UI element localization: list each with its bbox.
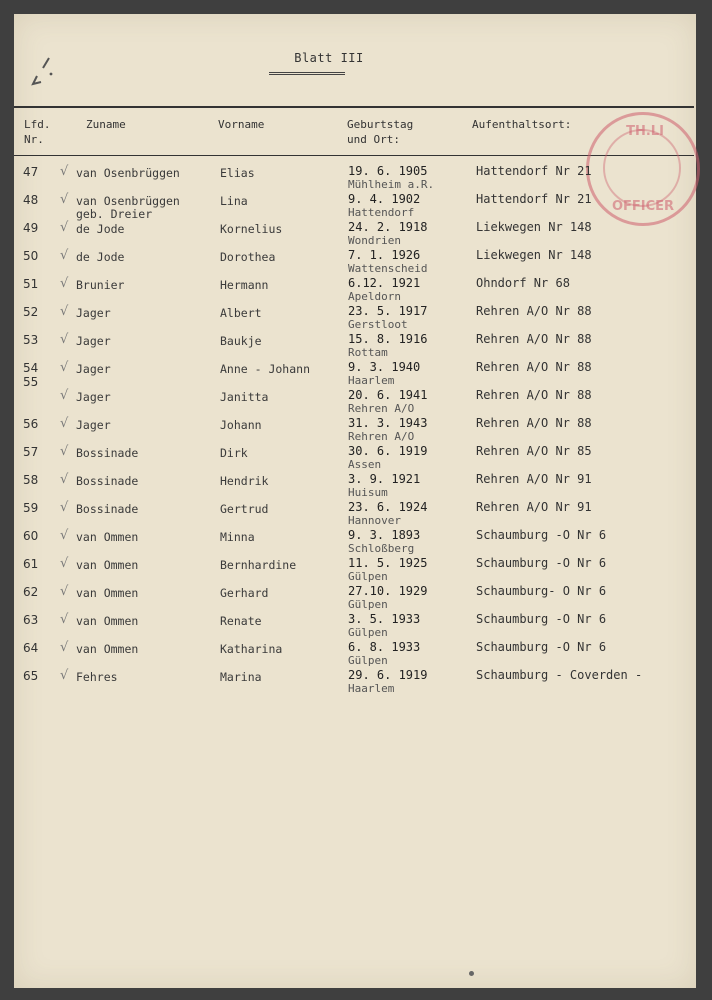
row-geburtsort: Hattendorf bbox=[348, 206, 415, 219]
row-aufenthaltsort: Ohndorf Nr 68 bbox=[476, 276, 570, 290]
row-geburtsdatum: 9. 3. 1940 bbox=[348, 360, 421, 374]
table-row bbox=[14, 416, 696, 444]
row-geburtsdatum: 20. 6. 1941 bbox=[348, 388, 428, 402]
row-aufenthaltsort: Schaumburg -O Nr 6 bbox=[476, 528, 607, 542]
row-vorname: Gertrud bbox=[220, 502, 269, 516]
check-mark-icon: √ bbox=[60, 472, 69, 487]
table-row bbox=[14, 528, 696, 556]
row-number: 54 bbox=[23, 361, 39, 375]
check-mark-icon: √ bbox=[60, 416, 69, 431]
row-aufenthaltsort: Hattendorf Nr 21 bbox=[476, 164, 592, 178]
row-number: 65 bbox=[23, 669, 39, 683]
row-geburtsort: Huisum bbox=[348, 486, 388, 499]
row-number: 59 bbox=[23, 501, 39, 515]
check-mark-icon: √ bbox=[60, 500, 69, 515]
row-number: 64 bbox=[23, 641, 39, 655]
table-row bbox=[14, 584, 696, 612]
row-number: 56 bbox=[23, 417, 39, 431]
row-zuname: Bossinade bbox=[76, 502, 139, 516]
row-geburtsdatum: 15. 8. 1916 bbox=[348, 332, 428, 346]
row-aufenthaltsort: Rehren A/O Nr 88 bbox=[476, 388, 592, 402]
row-aufenthaltsort: Liekwegen Nr 148 bbox=[476, 220, 592, 234]
check-mark-icon: √ bbox=[60, 332, 69, 347]
row-geburtsort: Assen bbox=[348, 458, 382, 471]
header-zuname: Zuname bbox=[86, 118, 126, 131]
check-mark-icon: √ bbox=[60, 556, 69, 571]
row-aufenthaltsort: Schaumburg -O Nr 6 bbox=[476, 556, 607, 570]
check-mark-icon: √ bbox=[60, 388, 69, 403]
header-vorname: Vorname bbox=[218, 118, 265, 131]
stamp-text-bottom: OFFICER bbox=[611, 199, 675, 214]
check-mark-icon: √ bbox=[60, 248, 69, 263]
row-geburtsdatum: 6. 8. 1933 bbox=[348, 640, 421, 654]
table-row bbox=[14, 332, 696, 360]
row-aufenthaltsort: Rehren A/O Nr 91 bbox=[476, 500, 592, 514]
check-mark-icon: √ bbox=[60, 192, 69, 207]
row-vorname: Dirk bbox=[220, 446, 248, 460]
table-row bbox=[14, 248, 696, 276]
row-number: 48 bbox=[23, 193, 39, 207]
document-sheet bbox=[14, 14, 696, 988]
row-aufenthaltsort: Rehren A/O Nr 88 bbox=[476, 332, 592, 346]
table-row bbox=[14, 444, 696, 472]
row-number: 47 bbox=[23, 165, 39, 179]
row-geburtsort: Haarlem bbox=[348, 374, 395, 387]
row-vorname: Janitta bbox=[220, 390, 269, 404]
row-zuname: Jager bbox=[76, 362, 111, 376]
table-row bbox=[14, 220, 696, 248]
check-mark-icon: √ bbox=[60, 444, 69, 459]
check-mark-icon: √ bbox=[60, 612, 69, 627]
row-vorname: Katharina bbox=[220, 642, 283, 656]
row-aufenthaltsort: Schaumburg -O Nr 6 bbox=[476, 612, 607, 626]
check-mark-icon: √ bbox=[60, 640, 69, 655]
row-geburtsort: Haarlem bbox=[348, 682, 395, 695]
row-zuname: van Ommen bbox=[76, 642, 139, 656]
row-zuname: Jager bbox=[76, 306, 111, 320]
row-geburtsdatum: 23. 6. 1924 bbox=[348, 500, 428, 514]
row-geburtsdatum: 3. 9. 1921 bbox=[348, 472, 421, 486]
row-vorname: Anne - Johann bbox=[220, 362, 311, 376]
row-geburtsort: Apeldorn bbox=[348, 290, 401, 303]
row-vorname: Lina bbox=[220, 194, 248, 208]
row-vorname: Hermann bbox=[220, 278, 269, 292]
row-zuname: van Osenbrüggen bbox=[76, 166, 180, 180]
table-row bbox=[14, 276, 696, 304]
row-zuname: Bossinade bbox=[76, 446, 139, 460]
check-mark-icon: √ bbox=[60, 360, 69, 375]
check-mark-icon: √ bbox=[60, 220, 69, 235]
check-mark-icon: √ bbox=[60, 304, 69, 319]
row-number: 50 bbox=[23, 249, 39, 263]
row-aufenthaltsort: Rehren A/O Nr 91 bbox=[476, 472, 592, 486]
row-vorname: Hendrik bbox=[220, 474, 269, 488]
row-vorname: Renate bbox=[220, 614, 262, 628]
row-geburtsdatum: 31. 3. 1943 bbox=[348, 416, 428, 430]
row-geburtsort: Gülpen bbox=[348, 626, 388, 639]
row-zuname: Jager bbox=[76, 418, 111, 432]
table-row bbox=[14, 556, 696, 584]
paper-dot bbox=[469, 971, 474, 976]
check-mark-icon: √ bbox=[60, 164, 69, 179]
row-zuname-line2: geb. Dreier bbox=[76, 207, 153, 221]
header-aufenthaltsort: Aufenthaltsort: bbox=[472, 118, 572, 131]
row-zuname: Brunier bbox=[76, 278, 125, 292]
row-geburtsort: Gülpen bbox=[348, 654, 388, 667]
row-number-second: 55 bbox=[23, 375, 39, 389]
row-number: 61 bbox=[23, 557, 39, 571]
row-geburtsort: Gülpen bbox=[348, 570, 388, 583]
row-zuname: van Ommen bbox=[76, 558, 139, 572]
pencil-mark-icon bbox=[29, 54, 59, 94]
check-mark-icon: √ bbox=[60, 668, 69, 683]
row-zuname: van Ommen bbox=[76, 586, 139, 600]
row-vorname: Elias bbox=[220, 166, 255, 180]
table-row bbox=[14, 612, 696, 640]
row-number: 57 bbox=[23, 445, 39, 459]
table-row bbox=[14, 360, 696, 388]
row-number: 63 bbox=[23, 613, 39, 627]
header-geburtstag: Geburtstag und Ort: bbox=[347, 118, 414, 146]
table-row bbox=[14, 164, 696, 192]
row-vorname: Marina bbox=[220, 670, 262, 684]
row-vorname: Minna bbox=[220, 530, 255, 544]
row-geburtsdatum: 11. 5. 1925 bbox=[348, 556, 428, 570]
row-geburtsdatum: 9. 3. 1893 bbox=[348, 528, 421, 542]
row-geburtsdatum: 19. 6. 1905 bbox=[348, 164, 428, 178]
row-zuname: Jager bbox=[76, 390, 111, 404]
row-geburtsdatum: 30. 6. 1919 bbox=[348, 444, 428, 458]
row-zuname: Jager bbox=[76, 334, 111, 348]
row-geburtsort: Wondrien bbox=[348, 234, 401, 247]
row-aufenthaltsort: Rehren A/O Nr 88 bbox=[476, 416, 592, 430]
table-row bbox=[14, 640, 696, 668]
table-row bbox=[14, 388, 696, 416]
row-number: 62 bbox=[23, 585, 39, 599]
row-aufenthaltsort: Rehren A/O Nr 85 bbox=[476, 444, 592, 458]
row-zuname: van Ommen bbox=[76, 614, 139, 628]
row-geburtsort: Gerstloot bbox=[348, 318, 408, 331]
row-aufenthaltsort: Schaumburg - Coverden - bbox=[476, 668, 643, 682]
row-aufenthaltsort: Rehren A/O Nr 88 bbox=[476, 360, 592, 374]
row-geburtsdatum: 6.12. 1921 bbox=[348, 276, 421, 290]
row-vorname: Dorothea bbox=[220, 250, 276, 264]
row-geburtsort: Gülpen bbox=[348, 598, 388, 611]
row-geburtsdatum: 27.10. 1929 bbox=[348, 584, 428, 598]
table-row bbox=[14, 472, 696, 500]
row-geburtsdatum: 9. 4. 1902 bbox=[348, 192, 421, 206]
table-row bbox=[14, 192, 696, 220]
row-geburtsort: Rehren A/O bbox=[348, 402, 415, 415]
row-aufenthaltsort: Schaumburg- O Nr 6 bbox=[476, 584, 607, 598]
row-vorname: Baukje bbox=[220, 334, 262, 348]
header-lfd-nr: Lfd. Nr. bbox=[24, 118, 51, 146]
row-number: 60 bbox=[23, 529, 39, 543]
row-aufenthaltsort: Hattendorf Nr 21 bbox=[476, 192, 592, 206]
row-zuname: Fehres bbox=[76, 670, 118, 684]
row-vorname: Johann bbox=[220, 418, 262, 432]
row-zuname: van Ommen bbox=[76, 530, 139, 544]
row-number: 52 bbox=[23, 305, 39, 319]
header-top-rule bbox=[14, 106, 694, 108]
check-mark-icon: √ bbox=[60, 584, 69, 599]
row-vorname: Bernhardine bbox=[220, 558, 297, 572]
row-geburtsort: Mühlheim a.R. bbox=[348, 178, 435, 191]
row-aufenthaltsort: Schaumburg -O Nr 6 bbox=[476, 640, 607, 654]
row-vorname: Gerhard bbox=[220, 586, 269, 600]
row-number: 51 bbox=[23, 277, 39, 291]
stamp-text-top: TH.LI bbox=[626, 124, 664, 139]
row-vorname: Kornelius bbox=[220, 222, 283, 236]
row-aufenthaltsort: Liekwegen Nr 148 bbox=[476, 248, 592, 262]
check-mark-icon: √ bbox=[60, 528, 69, 543]
row-number: 58 bbox=[23, 473, 39, 487]
row-zuname: de Jode bbox=[76, 250, 125, 264]
row-geburtsort: Schloßberg bbox=[348, 542, 415, 555]
row-geburtsdatum: 3. 5. 1933 bbox=[348, 612, 421, 626]
row-geburtsort: Hannover bbox=[348, 514, 401, 527]
row-aufenthaltsort: Rehren A/O Nr 88 bbox=[476, 304, 592, 318]
title-underline bbox=[269, 72, 345, 75]
row-geburtsdatum: 7. 1. 1926 bbox=[348, 248, 421, 262]
sheet-title: Blatt III bbox=[294, 51, 364, 65]
row-vorname: Albert bbox=[220, 306, 262, 320]
row-geburtsort: Rehren A/O bbox=[348, 430, 415, 443]
row-number: 53 bbox=[23, 333, 39, 347]
table-row bbox=[14, 304, 696, 332]
row-geburtsort: Wattenscheid bbox=[348, 262, 428, 275]
row-geburtsdatum: 23. 5. 1917 bbox=[348, 304, 428, 318]
table-row bbox=[14, 500, 696, 528]
row-zuname: van Osenbrüggen bbox=[76, 194, 180, 208]
row-geburtsort: Rottam bbox=[348, 346, 388, 359]
row-number: 49 bbox=[23, 221, 39, 235]
row-geburtsdatum: 29. 6. 1919 bbox=[348, 668, 428, 682]
table-row bbox=[14, 668, 696, 696]
row-zuname: de Jode bbox=[76, 222, 125, 236]
row-geburtsdatum: 24. 2. 1918 bbox=[348, 220, 428, 234]
check-mark-icon: √ bbox=[60, 276, 69, 291]
row-zuname: Bossinade bbox=[76, 474, 139, 488]
